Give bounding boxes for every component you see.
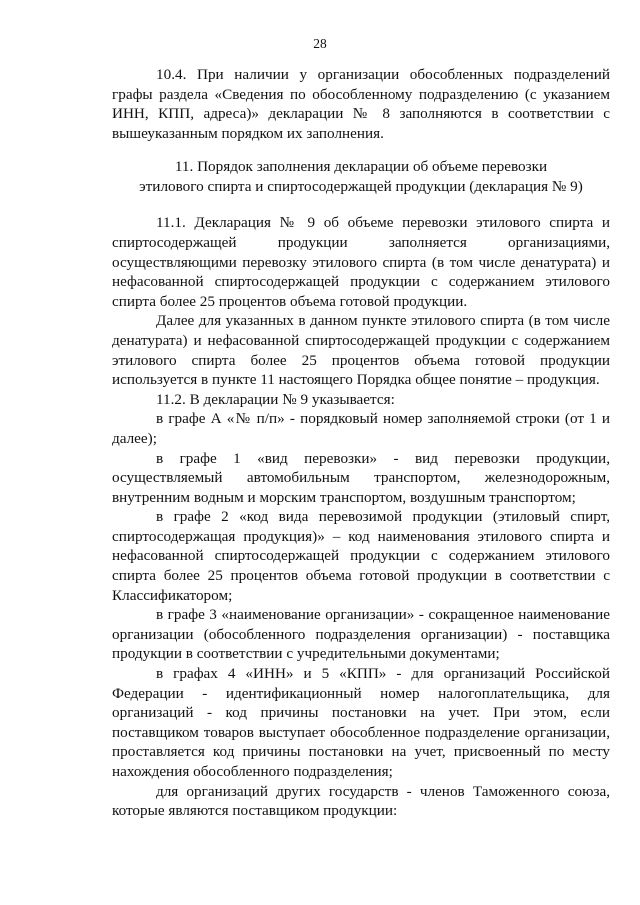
section-title-line-2: этилового спирта и спиртосодержащей продукции (декларация № 9) bbox=[139, 178, 583, 196]
paragraph-foreign-organizations: для организаций других государств - членов Таможенного союза, которые являются поставщиком продукции: bbox=[112, 782, 610, 820]
paragraph-11-1: 11.1. Декларация № 9 об объеме перевозки этилового спирта и спиртосодержащей продукции заполняется организациями, осуществляющими перевозку этилового спирта (в том числе денатурата) и нефасованной спиртосодержащей продукции с содержанием этилового спирта более 25 процентов объема готовой продукции. bbox=[112, 214, 610, 310]
paragraph-column-2: в графе 2 «код вида перевозимой продукции (этиловый спирт, спиртосодержащая продукция)» – код наименования этилового спирта и нефасованной спиртосодержащей продукции с содержанием этилового спирта более 25 процентов объема готовой продукции в соответствии с Классификатором; bbox=[112, 508, 610, 604]
paragraph-11-2: 11.2. В декларации № 9 указывается: bbox=[156, 390, 395, 408]
paragraph-columns-4-5: в графах 4 «ИНН» и 5 «КПП» - для организаций Российской Федерации - идентификационный номер налогоплательщика, для организаций - код причины постановки на учет. При этом, если поставщиком товаров выступает обособленное подразделение организации, проставляется код причины постановки на учет, присвоенный по месту нахождения обособленного подразделения; bbox=[112, 665, 610, 780]
document-body bbox=[112, 65, 610, 821]
paragraph-definition: Далее для указанных в данном пункте этилового спирта (в том числе денатурата) и нефасованной спиртосодержащей продукции с содержанием этилового спирта более 25 процентов объема готовой продукции используется в пункте 11 настоящего Порядка общее понятие – продукция. bbox=[112, 312, 610, 389]
paragraph-column-3: в графе 3 «наименование организации» - сокращенное наименование организации (обособленного подразделения организации) - поставщика продукции в соответствии с учредительными документами; bbox=[112, 606, 610, 663]
page-number: 28 bbox=[313, 36, 327, 51]
paragraph-column-1: в графе 1 «вид перевозки» - вид перевозки продукции, осуществляемый автомобильным транспортом, железнодорожным, внутренним водным и морским транспортом, воздушным транспортом; bbox=[112, 449, 610, 506]
section-title bbox=[112, 157, 610, 197]
paragraph-column-a: в графе А «№ п/п» - порядковый номер заполняемой строки (от 1 и далее); bbox=[112, 410, 610, 447]
section-title-line-1: 11. Порядок заполнения декларации об объеме перевозки bbox=[174, 158, 548, 176]
paragraph-10-4: 10.4. При наличии у организации обособленных подразделений графы раздела «Сведения по обособленному подразделению (с указанием ИНН, КПП, адреса)» декларации № 8 заполняются в соответствии с вышеуказанным порядком их заполнения. bbox=[112, 66, 610, 142]
